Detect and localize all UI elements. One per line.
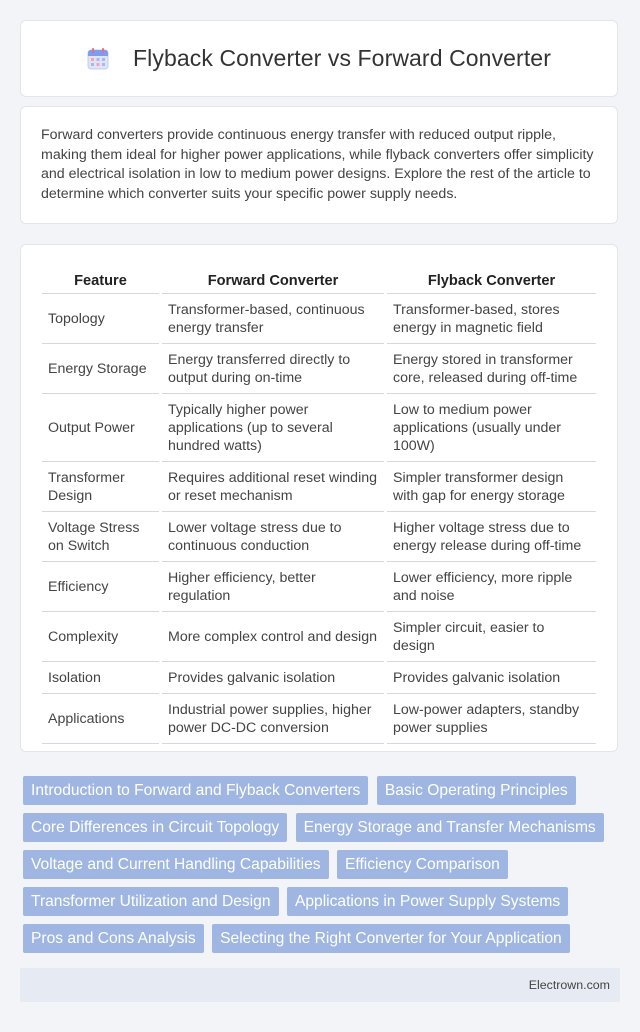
flyback-cell: Low to medium power applications (usually under 100W)	[387, 394, 596, 462]
column-header-forward: Forward Converter	[162, 265, 384, 294]
table-row	[42, 694, 596, 744]
tag-applications[interactable]: Applications in Power Supply Systems	[287, 887, 568, 916]
tag-selecting[interactable]: Selecting the Right Converter for Your Application	[212, 924, 570, 953]
tag-core-differences[interactable]: Core Differences in Circuit Topology	[23, 813, 287, 842]
tag-energy-storage[interactable]: Energy Storage and Transfer Mechanisms	[296, 813, 604, 842]
forward-cell: Typically higher power applications (up to several hundred watts)	[162, 394, 384, 462]
intro-card	[20, 106, 618, 224]
tag-introduction[interactable]: Introduction to Forward and Flyback Converters	[23, 776, 368, 805]
table-header-row	[42, 265, 596, 294]
intro-paragraph: Forward converters provide continuous energy transfer with reduced output ripple, making them ideal for higher power applications, while flyback converters offer simplicity and electrical isolation in low to medium power designs. Explore the rest of the article to determine which converter suits your specific power supply needs.	[41, 127, 594, 202]
flyback-cell: Transformer-based, stores energy in magnetic field	[387, 294, 596, 344]
forward-cell: Transformer-based, continuous energy transfer	[162, 294, 384, 344]
tag-efficiency[interactable]: Efficiency Comparison	[337, 850, 508, 879]
footer	[20, 968, 620, 1002]
tag-voltage-current[interactable]: Voltage and Current Handling Capabilities	[23, 850, 329, 879]
calendar-icon	[87, 48, 109, 70]
feature-cell: Voltage Stress on Switch	[42, 512, 159, 562]
table-row	[42, 294, 596, 344]
column-header-feature: Feature	[42, 265, 159, 294]
forward-cell: Requires additional reset winding or reset mechanism	[162, 462, 384, 512]
feature-cell: Isolation	[42, 662, 159, 694]
title-card	[20, 20, 618, 97]
flyback-cell: Higher voltage stress due to energy release during off-time	[387, 512, 596, 562]
table-row	[42, 462, 596, 512]
page-title: Flyback Converter vs Forward Converter	[133, 45, 551, 71]
feature-cell: Complexity	[42, 612, 159, 662]
comparison-table	[39, 265, 599, 744]
footer-site[interactable]: Electrown.com	[528, 978, 610, 992]
forward-cell: Higher efficiency, better regulation	[162, 562, 384, 612]
flyback-cell: Energy stored in transformer core, released during off-time	[387, 344, 596, 394]
tag-pros-cons[interactable]: Pros and Cons Analysis	[23, 924, 204, 953]
feature-cell: Applications	[42, 694, 159, 744]
table-row	[42, 344, 596, 394]
forward-cell: More complex control and design	[162, 612, 384, 662]
table-row	[42, 612, 596, 662]
comparison-card	[20, 244, 618, 752]
forward-cell: Industrial power supplies, higher power DC-DC conversion	[162, 694, 384, 744]
forward-cell: Provides galvanic isolation	[162, 662, 384, 694]
topic-tags	[23, 776, 623, 961]
table-row	[42, 662, 596, 694]
flyback-cell: Simpler transformer design with gap for energy storage	[387, 462, 596, 512]
table-row	[42, 562, 596, 612]
feature-cell: Transformer Design	[42, 462, 159, 512]
flyback-cell: Lower efficiency, more ripple and noise	[387, 562, 596, 612]
feature-cell: Topology	[42, 294, 159, 344]
table-row	[42, 512, 596, 562]
flyback-cell: Low-power adapters, standby power supplies	[387, 694, 596, 744]
forward-cell: Energy transferred directly to output during on-time	[162, 344, 384, 394]
flyback-cell: Simpler circuit, easier to design	[387, 612, 596, 662]
tag-transformer[interactable]: Transformer Utilization and Design	[23, 887, 279, 916]
flyback-cell: Provides galvanic isolation	[387, 662, 596, 694]
feature-cell: Efficiency	[42, 562, 159, 612]
feature-cell: Energy Storage	[42, 344, 159, 394]
feature-cell: Output Power	[42, 394, 159, 462]
column-header-flyback: Flyback Converter	[387, 265, 596, 294]
table-row	[42, 394, 596, 462]
tag-basic-principles[interactable]: Basic Operating Principles	[377, 776, 576, 805]
forward-cell: Lower voltage stress due to continuous conduction	[162, 512, 384, 562]
